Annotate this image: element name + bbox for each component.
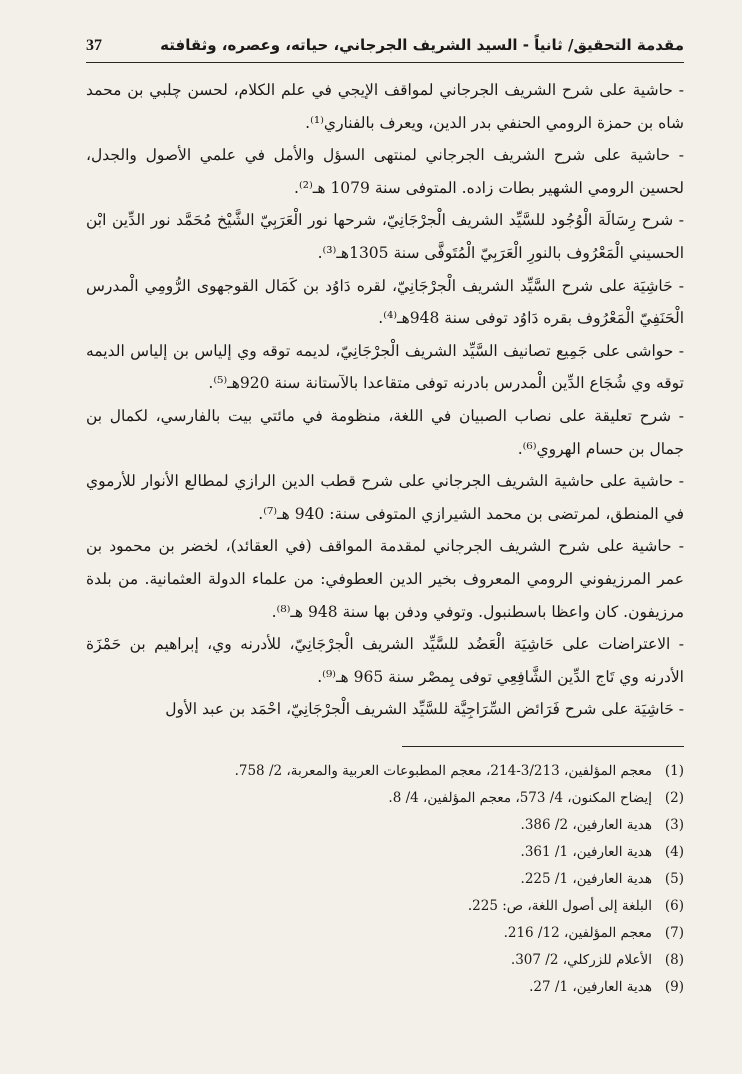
- footnote: [86, 893, 684, 920]
- footnote: [86, 785, 684, 812]
- footnote: [86, 839, 684, 866]
- footnote-text: هدية العارفين، 2/ 386.: [520, 816, 652, 833]
- running-header: [86, 36, 684, 63]
- footnote: [86, 920, 684, 947]
- paragraph-9: - الاعتراضات على حَاشِيَة الْعَضُد للسَّيِّد الشريف الْجرْجَانِيّ، للأدرنه وي، إبراهيم بن حَمْزَة الأدرنه وي تَاج الدِّين الشَّافِعِي توفى بِمصْر سنة 965 هـ⁽⁹⁾.: [86, 635, 684, 686]
- footnote-number: (6): [664, 897, 684, 914]
- footnotes: [86, 758, 684, 1001]
- footnote: [86, 974, 684, 1001]
- footnote-text: معجم المؤلفين، 3/213-214، معجم المطبوعات العربية والمعربة، 2/ 758.: [234, 762, 652, 779]
- footnote-number: (4): [664, 843, 684, 860]
- footnote-number: (8): [664, 951, 684, 968]
- footnote-number: (5): [664, 870, 684, 887]
- paragraph-8: - حاشية على شرح الشريف الجرجاني لمقدمة المواقف (في العقائد)، لخضر بن محمود بن عمر المرزيفوني الرومي المعروف بخير الدين العطوفي: من علماء الدولة العثمانية. من بلدة مرزيفون. كان واعظا باسطنبول. وتوفي ودفن بها سنة 948 هـ⁽⁸⁾.: [86, 537, 684, 621]
- paragraph-6: - شرح تعليقة على نصاب الصبيان في اللغة، منظومة في مائتي بيت بالفارسي، لكمال بن جمال بن حسام الهروي⁽⁶⁾.: [86, 406, 684, 458]
- paragraph-5: - حواشى على جَمِيع تصانيف السَّيِّد الشريف الْجرْجَانِيّ، لديمه توقه وي إلياس بن إلياس الديمه توقه وي شُجَاع الدِّين الْمدرس بادرنه توفى متقاعدا بالآستانة سنة 920هـ⁽⁵⁾.: [86, 341, 684, 393]
- footnote: [86, 812, 684, 839]
- main-text: [86, 74, 684, 726]
- running-title: مقدمة التحقيق/ ثانياً - السيد الشريف الجرجاني، حياته، وعصره، وثقافته: [160, 36, 684, 54]
- footnote: [86, 947, 684, 974]
- footnote-text: الأعلام للزركلي، 2/ 307.: [510, 951, 652, 968]
- paragraph-7: - حاشية على حاشية الشريف الجرجاني على شرح قطب الدين الرازي لمطالع الأنوار للأرموي في المنطق، لمرتضى بن محمد الشيرازي المتوفى سنة: 940 هـ⁽⁷⁾.: [86, 472, 684, 523]
- paragraph-2: - حاشية على شرح الشريف الجرجاني لمنتهى السؤل والأمل في علمي الأصول والجدل، لحسين الرومي الشهير بطات زاده. المتوفى سنة 1079 هـ⁽²⁾.: [86, 146, 684, 197]
- footnote-number: (9): [664, 978, 684, 995]
- paragraph-10: - حَاشِيَة على شرح فَرَائض السِّرَاجِيَّة للسَّيِّد الشريف الْجرْجَانِيّ، احْمَد بن عبد الأول: [165, 700, 684, 719]
- footnote-text: هدية العارفين، 1/ 225.: [520, 870, 652, 887]
- page-number: 37: [86, 37, 102, 54]
- footnote-number: (1): [664, 762, 684, 779]
- footnote-separator: [402, 746, 684, 747]
- paragraph-1: - حاشية على شرح الشريف الجرجاني لمواقف الإيجي في علم الكلام، لحسن چلبي بن محمد شاه بن حمزة الرومي الحنفي بدر الدين، ويعرف بالفناري⁽¹⁾.: [86, 81, 684, 132]
- footnote-text: معجم المؤلفين، 12/ 216.: [503, 924, 652, 941]
- footnote: [86, 758, 684, 785]
- footnote-number: (7): [664, 924, 684, 941]
- footnote-text: هدية العارفين، 1/ 361.: [520, 843, 652, 860]
- footnote-text: هدية العارفين، 1/ 27.: [529, 978, 652, 995]
- footnote: [86, 866, 684, 893]
- footnote-text: البلغة إلى أصول اللغة، ص: 225.: [467, 897, 652, 914]
- footnote-number: (2): [664, 789, 684, 806]
- paragraph-4: - حَاشِيَة على شرح السَّيِّد الشريف الْجرْجَانِيّ، لقره دَاوُد بن كَمَال القوجهوى الرُّومِي الْمدرس الْحَنَفِيّ الْمَعْرُوف بقره دَاوُد توفى سنة 948هـ⁽⁴⁾.: [86, 276, 684, 328]
- footnote-number: (3): [664, 816, 684, 833]
- footnote-text: إيضاح المكنون، 4/ 573، معجم المؤلفين، 4/ 8.: [388, 789, 652, 806]
- paragraph-3: - شرح رِسَالَة الْوُجُود للسَّيِّد الشريف الْجرْجَانِيّ، شرحها نور الْعَرَبِيّ الشَّيْخ مُحَمَّد نور الدِّين ابْن الحسيني الْمَعْرُوف بالنورِ الْعَرَبِيّ الْمُتَوفَّى سنة 1305هـ⁽³⁾.: [86, 211, 684, 262]
